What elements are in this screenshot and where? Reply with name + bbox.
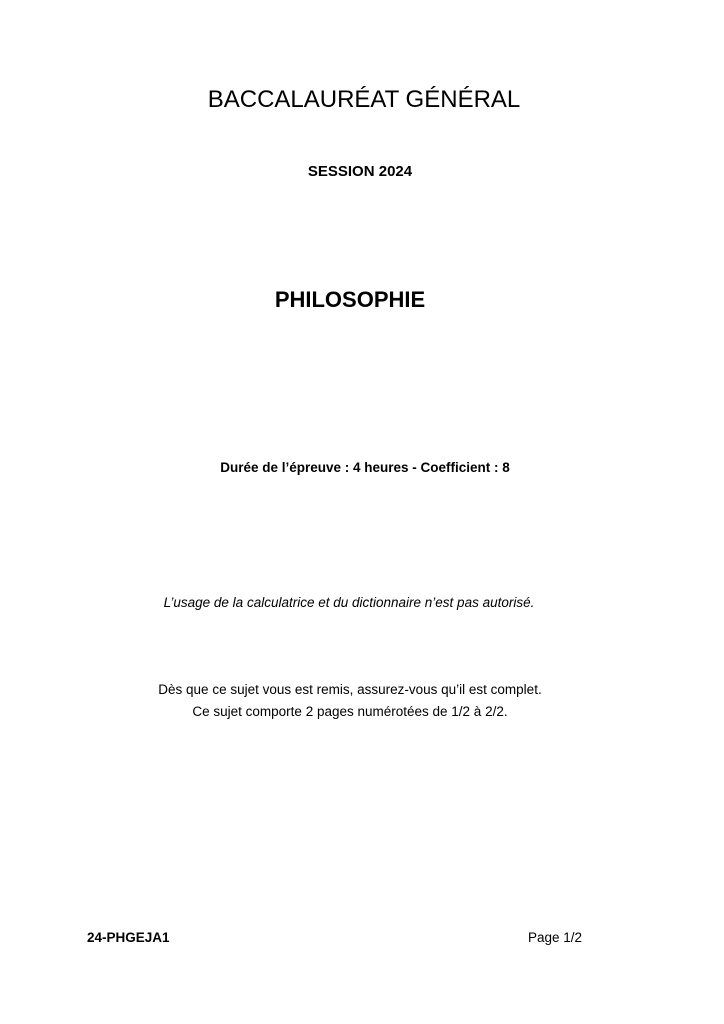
footer-page-number: Page 1/2 [527, 930, 582, 945]
duration-coefficient: Durée de l’épreuve : 4 heures - Coefficient : 8 [220, 460, 510, 475]
session-label: SESSION 2024 [307, 163, 413, 180]
instruction-line-2: Ce sujet comporte 2 pages numérotées de 1/2 à 2/2. [192, 704, 508, 719]
calculator-note: L’usage de la calculatrice et du dictionnaire n’est pas autorisé. [163, 595, 535, 610]
exam-title: BACCALAURÉAT GÉNÉRAL [207, 86, 521, 113]
footer-exam-code: 24-PHGEJA1 [87, 930, 170, 945]
instruction-line-1: Dès que ce sujet vous est remis, assurez-vous qu’il est complet. [158, 682, 542, 697]
subject-title: PHILOSOPHIE [274, 287, 426, 312]
